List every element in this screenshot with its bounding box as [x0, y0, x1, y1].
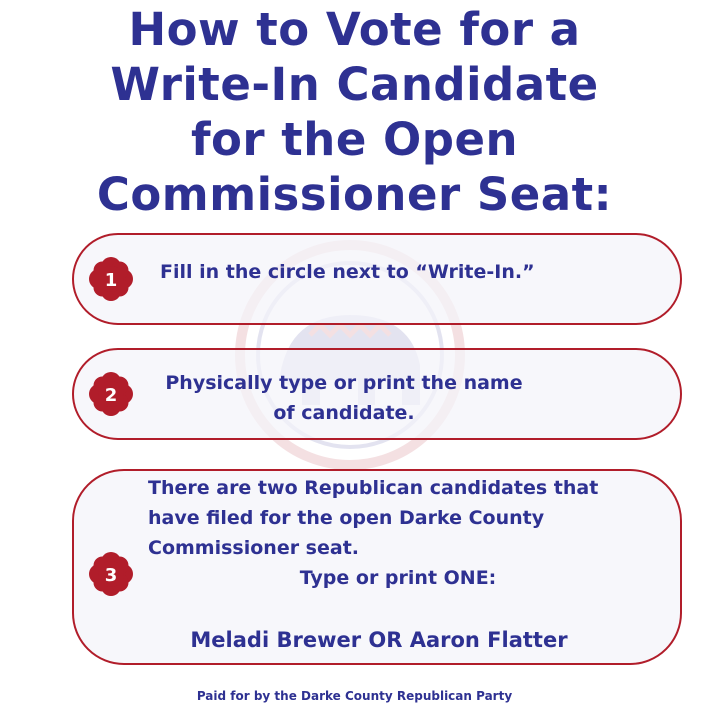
red-flower-badge-icon	[88, 551, 134, 597]
step-number: 1	[104, 270, 118, 291]
paid-for-disclaimer: Paid for by the Darke County Republican Party	[196, 689, 513, 703]
step-instruction: Type or print ONE:	[299, 567, 497, 589]
step-card-3	[72, 469, 682, 665]
title-line: How to Vote for a	[128, 3, 581, 56]
page-title	[0, 2, 709, 222]
title-line: for the Open	[190, 113, 519, 166]
step-card-1	[72, 233, 682, 325]
step-text-line: There are two Republican candidates that	[148, 477, 599, 499]
step-text	[134, 368, 554, 428]
step-card-2	[72, 348, 682, 440]
red-flower-badge-icon	[88, 371, 134, 417]
step-text-line: Physically type or print the name	[165, 372, 523, 394]
candidate-names: Meladi Brewer OR Aaron Flatter	[190, 628, 568, 652]
red-flower-badge-icon	[88, 256, 134, 302]
step-text-line: of candidate.	[273, 402, 415, 424]
step-text-line: have filed for the open Darke County	[148, 507, 545, 529]
title-line: Commissioner Seat:	[96, 168, 613, 221]
step-text: Fill in the circle next to “Write-In.”	[160, 261, 535, 283]
step-number: 2	[104, 385, 118, 406]
title-line: Write-In Candidate	[110, 58, 599, 111]
step-text	[148, 473, 648, 593]
step-number: 3	[104, 565, 118, 586]
step-text-line: Commissioner seat.	[148, 537, 360, 559]
